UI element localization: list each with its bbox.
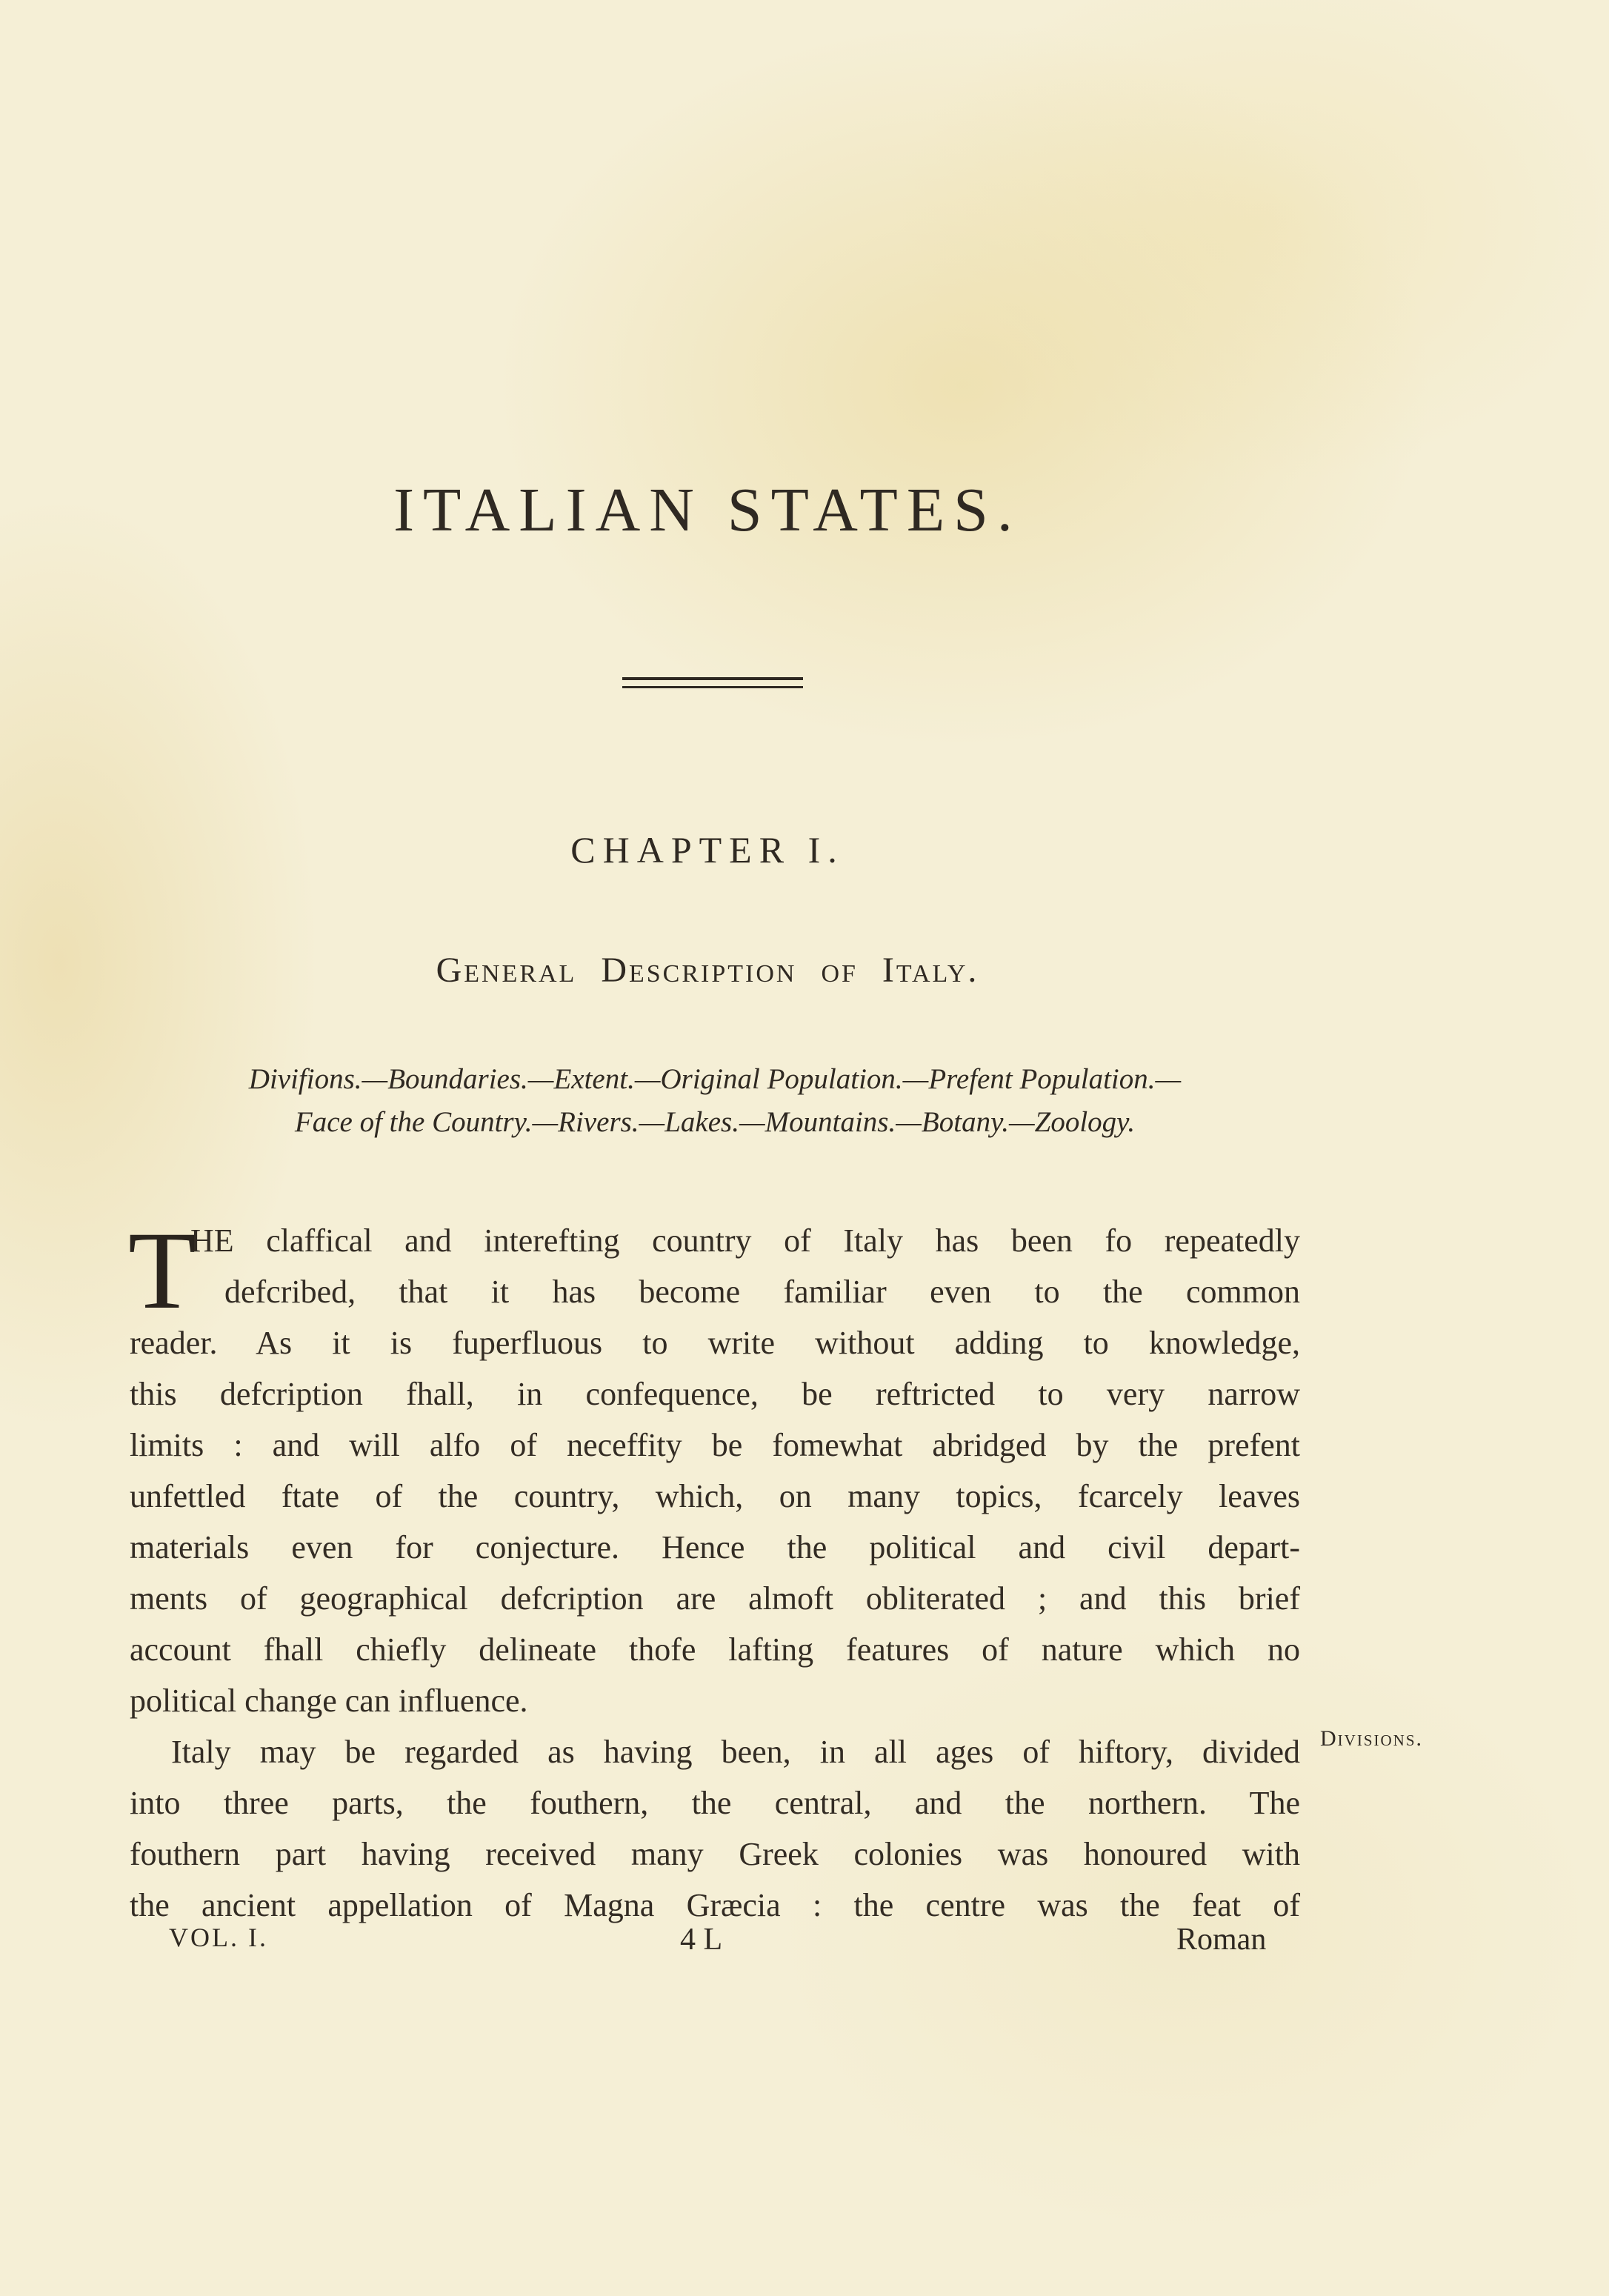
chapter-heading: CHAPTER I.: [570, 829, 845, 871]
double-rule-bottom: [622, 686, 803, 688]
footer-signature: 4 L: [680, 1923, 723, 1957]
body-line: political change can influence.: [130, 1683, 528, 1719]
drop-cap: T: [128, 1209, 196, 1332]
body-line: account fhall chiefly delineate thofe lafting features of nature which no: [130, 1631, 1300, 1668]
body-line: into three parts, the fouthern, the central, and the northern. The: [130, 1785, 1300, 1821]
double-rule-top: [622, 677, 803, 680]
chapter-summary-line-2: Face of the Country.—Rivers.—Lakes.—Mountains.—Botany.—Zoology.: [294, 1106, 1136, 1138]
footer-catchword: Roman: [1176, 1923, 1267, 1957]
page-title: ITALIAN STATES.: [393, 476, 1022, 545]
body-line: reader. As it is fuperfluous to write without adding to knowledge,: [130, 1325, 1300, 1361]
margin-note: Divisions.: [1320, 1726, 1423, 1751]
body-line: HE claffical and interefting country of Italy has been fo repeatedly: [190, 1222, 1300, 1259]
body-line: ments of geographical defcription are almoft obliterated ; and this brief: [130, 1580, 1300, 1617]
chapter-summary-line-1: Divifions.—Boundaries.—Extent.—Original Population.—Prefent Population.—: [248, 1063, 1182, 1095]
chapter-subtitle: General Description of Italy.: [436, 951, 979, 990]
body-line: Italy may be regarded as having been, in all ages of hiftory, divided: [171, 1734, 1300, 1770]
body-line: unfettled ftate of the country, which, on many topics, fcarcely leaves: [130, 1478, 1300, 1514]
footer-volume: VOL. I.: [169, 1923, 268, 1952]
body-line: materials even for conjecture. Hence the political and civil depart-: [130, 1529, 1300, 1565]
body-line: fouthern part having received many Greek colonies was honoured with: [130, 1836, 1300, 1872]
body-line: the ancient appellation of Magna Græcia : the centre was the feat of: [130, 1887, 1300, 1923]
body-line: defcribed, that it has become familiar even to the common: [224, 1274, 1300, 1310]
body-line: limits : and will alfo of neceffity be fomewhat abridged by the prefent: [130, 1427, 1300, 1463]
body-line: this defcription fhall, in confequence, be reftricted to very narrow: [130, 1376, 1300, 1412]
